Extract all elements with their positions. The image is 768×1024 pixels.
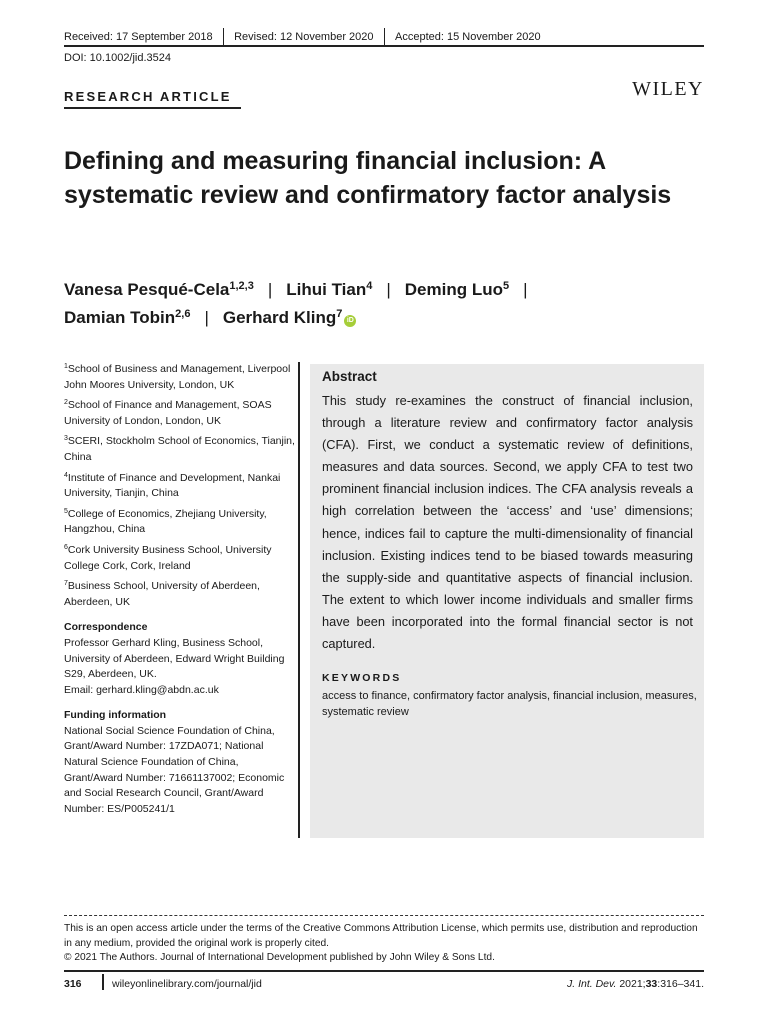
abstract-text: This study re-examines the construct of financial inclusion, through a literature review and confirmatory factor analysis (CFA). First, we conduct a systematic review of definitions, measures and data sources. Second, we apply CFA to test two prominent financial inclusion indices. The CFA analysis reveals a high correlation between the ‘access’ and ‘use’ dimensions; hence, indices fail to capture the multi-dimensionality of financial inclusion. Existing indices tend to be biased towards measuring the supply-side and quantitative aspects of financial inclusion. The extent to which lower income individuals and smaller firms have been incorporated into the formal financial sector is not captured. [322, 393, 693, 652]
affiliation: $^1$School of Business and Management, Liverpool John Moores University, London, UK [64, 363, 291, 391]
article-title: Defining and measuring financial inclusion: A systematic review and confirmatory factor analysis [64, 147, 672, 209]
doi[interactable]: DOI: 10.1002/jid.3524 [64, 52, 172, 64]
column-divider [298, 362, 300, 838]
affiliation: $^7$Business School, University of Aberdeen, Aberdeen, UK [64, 580, 260, 608]
license-notice [64, 922, 704, 966]
accepted-date: Accepted: 15 November 2020 [395, 31, 541, 43]
footer-separator [102, 974, 104, 990]
citation: J. Int. Dev. 2021;33:316–341. [566, 978, 704, 990]
affiliation: $^4$Institute of Finance and Development, Nankai University, Tianjin, China [64, 471, 281, 500]
section-label: RESEARCH ARTICLE [64, 89, 232, 104]
date-separator [223, 28, 225, 46]
publisher-logo: WILEY [632, 78, 704, 100]
received-date: Received: 17 September 2018 [64, 31, 213, 43]
affiliation: $^6$Cork University Business School, University College Cork, Cork, Ireland [64, 543, 272, 572]
license-text: This is an open access article under the terms of the Creative Commons Attribution License, which permits use, distribution and reproduction in any medium, provided the original work is properly cited. [64, 923, 698, 949]
affiliation: $^5$College of Economics, Zhejiang University, Hangzhou, China [64, 507, 267, 536]
author-name[interactable]: Gerhard Kling$^7$ [222, 308, 343, 327]
author-list: Vanesa Pesqué-Cela$^{1,2,3}$ | Lihui Tian$^4$ | Deming Luo$^5$ | Damian Tobin$^{2,6}$ | Gerhard Kling$^7$iD [64, 280, 528, 327]
abstract-heading: Abstract [322, 369, 377, 384]
revised-date: Revised: 12 November 2020 [234, 31, 374, 43]
journal-url[interactable]: wileyonlinelibrary.com/journal/jid [112, 978, 262, 990]
affiliation: $^2$School of Finance and Management, SOAS University of London, London, UK [64, 399, 272, 427]
funding-text: National Social Science Foundation of China, Grant/Award Number: 17ZDA071; National Natural Science Foundation of China, Grant/Award Number: 71661137002; Economic and Social Research Council, Grant/Award Number: ES/P005241/1 [64, 724, 285, 815]
section-underline [64, 107, 241, 109]
affiliation: $^3$SCERI, Stockholm School of Economics, Tianjin, China [64, 435, 295, 463]
correspondence-email[interactable]: Email: gerhard.kling@abdn.ac.uk [64, 683, 219, 696]
article-dates [64, 28, 541, 46]
footer-dashed-rule [64, 915, 704, 916]
keywords-heading: KEYWORDS [322, 672, 402, 684]
header-rule [64, 45, 704, 47]
copyright-text: © 2021 The Authors. Journal of International Development published by John Wiley & Sons Ltd. [64, 952, 495, 964]
author-name[interactable]: Vanesa Pesqué-Cela$^{1,2,3}$ [64, 280, 254, 299]
affiliations-column [64, 362, 296, 817]
author-name[interactable]: Deming Luo$^5$ [404, 280, 510, 299]
correspondence-heading: Correspondence [64, 621, 148, 634]
footer-rule [64, 970, 704, 972]
author-name[interactable]: Damian Tobin$^{2,6}$ [64, 308, 191, 327]
orcid-icon[interactable]: iD [344, 315, 356, 327]
funding-heading: Funding information [64, 709, 167, 722]
author-name[interactable]: Lihui Tian$^4$ [286, 280, 373, 299]
date-separator [384, 28, 386, 46]
correspondence-text: Professor Gerhard Kling, Business School, University of Aberdeen, Edward Wright Building S29, Aberdeen, UK. [64, 636, 285, 681]
keywords-text: access to finance, confirmatory factor analysis, financial inclusion, measures, systematic review [322, 690, 697, 718]
page-number: 316 [64, 978, 82, 990]
